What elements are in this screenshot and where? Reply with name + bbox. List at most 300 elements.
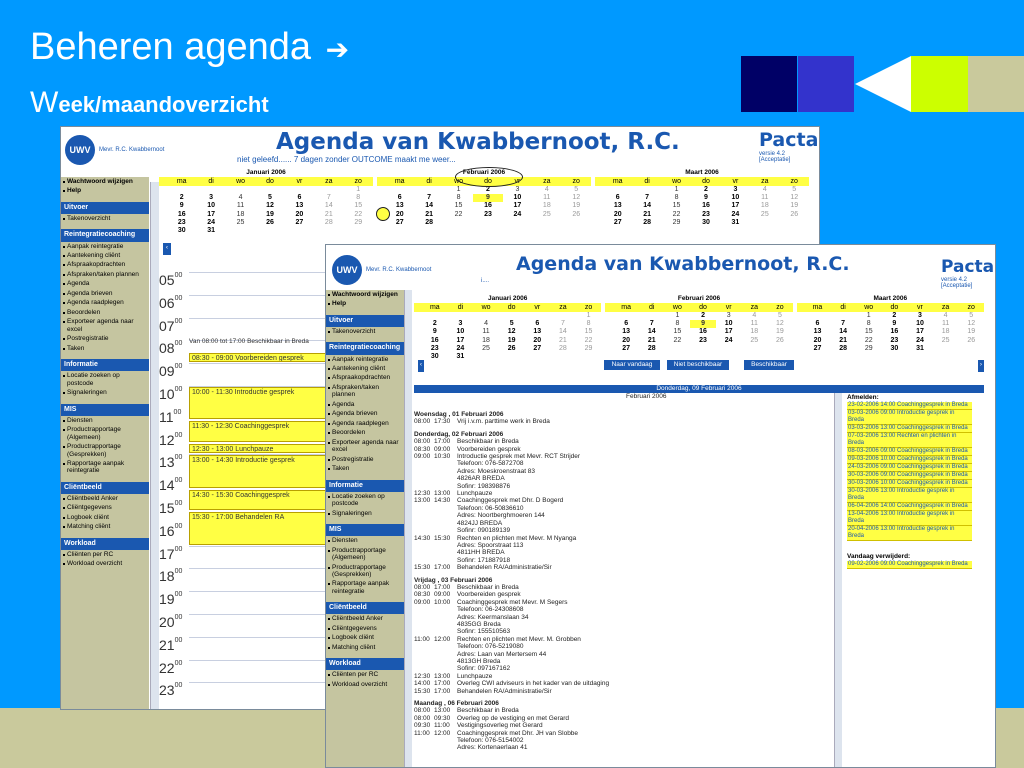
calendar-day[interactable]: 10 <box>731 194 740 202</box>
appointment-line[interactable] <box>414 564 834 571</box>
calendar-day[interactable]: 4 <box>484 320 489 328</box>
afmelden-item[interactable]: 07-03-2006 13:00 Rechten en plichten in Breda <box>847 433 972 448</box>
calendar-day[interactable]: 22 <box>673 336 682 344</box>
calendar-day[interactable]: 16 <box>177 210 186 218</box>
calendar-day[interactable]: 22 <box>454 210 463 218</box>
calendar-day[interactable]: 1 <box>866 312 871 319</box>
sidebar-item[interactable]: Exporteer agenda naar excel <box>326 438 404 455</box>
calendar-day[interactable]: 4 <box>943 312 948 319</box>
calendar-day[interactable]: 28 <box>559 344 567 352</box>
calendar-day[interactable]: 28 <box>425 218 434 226</box>
appointment-line[interactable] <box>414 606 834 613</box>
appointment-line[interactable] <box>414 512 834 519</box>
calendar-day[interactable]: 21 <box>324 210 333 218</box>
afmelden-item[interactable]: 23-02-2006 14:00 Coachinggesprek in Breda <box>847 402 972 410</box>
calendar-day[interactable]: 12 <box>967 320 976 328</box>
appointment-block[interactable]: 14:30 - 15:30 Coachinggesprek <box>189 490 355 511</box>
calendar-day[interactable]: 26 <box>507 344 516 352</box>
calendar-day[interactable]: 13 <box>813 328 822 336</box>
calendar-day[interactable]: 27 <box>622 344 631 352</box>
calendar-day[interactable] <box>167 186 196 194</box>
sidebar-item[interactable]: Logboek cliënt <box>326 633 404 642</box>
appointment-block[interactable]: 11:30 - 12:30 Coachinggesprek <box>189 421 355 442</box>
calendar-day[interactable]: 19 <box>967 328 976 336</box>
calendar-day[interactable]: 10 <box>916 320 924 328</box>
calendar-day[interactable]: 7 <box>645 194 650 202</box>
sidebar-item[interactable]: Beoordelen <box>326 428 404 437</box>
appointment-line[interactable] <box>414 490 834 497</box>
calendar-day[interactable]: 26 <box>266 218 274 226</box>
calendar-day[interactable] <box>603 186 632 194</box>
calendar-day[interactable]: 16 <box>484 202 492 210</box>
sidebar-item[interactable]: Cliëntbeeld Anker <box>61 494 149 503</box>
calendar-day[interactable]: 27 <box>813 344 822 352</box>
calendar-day[interactable] <box>613 312 639 320</box>
calendar-day[interactable]: 15 <box>454 202 463 210</box>
calendar-day[interactable]: 15 <box>584 328 593 336</box>
calendar-day[interactable] <box>473 219 502 227</box>
calendar-day[interactable]: 6 <box>815 320 820 328</box>
appointment-line[interactable] <box>414 453 834 460</box>
appointment-line[interactable] <box>414 737 834 744</box>
calendar-day[interactable]: 18 <box>760 202 769 210</box>
sidebar-item[interactable]: Productrapportage (Algemeen) <box>61 425 149 442</box>
sidebar-item[interactable]: Rapportage aanpak reintegratie <box>326 579 404 596</box>
calendar-day[interactable]: 1 <box>675 312 680 319</box>
calendar-day[interactable]: 7 <box>427 194 432 202</box>
calendar-day[interactable] <box>448 312 474 320</box>
calendar-day[interactable]: 10 <box>513 194 522 202</box>
calendar-day[interactable]: 25 <box>482 344 490 352</box>
calendar-day[interactable]: 10 <box>724 320 733 328</box>
calendar-day[interactable]: 14 <box>839 328 847 336</box>
calendar-day[interactable]: 29 <box>354 218 363 226</box>
calendar-day[interactable] <box>933 345 959 353</box>
calendar-day[interactable]: 1 <box>586 312 591 319</box>
sidebar-item[interactable]: Matching cliënt <box>326 643 404 652</box>
calendar-day[interactable]: 5 <box>792 186 797 193</box>
appointment-line[interactable] <box>414 557 834 564</box>
calendar-day[interactable]: 15 <box>354 202 363 210</box>
appointment-block[interactable]: 15:30 - 17:00 Behandelen RA <box>189 512 355 544</box>
calendar-day[interactable] <box>444 219 473 227</box>
calendar-day[interactable]: 10 <box>207 202 216 210</box>
calendar-day[interactable]: 4 <box>238 194 243 202</box>
calendar-day[interactable]: 18 <box>542 202 551 210</box>
sidebar-item[interactable]: Workload overzicht <box>61 559 149 568</box>
calendar-day[interactable] <box>532 219 561 227</box>
calendar-day[interactable]: 29 <box>672 218 681 226</box>
afmelden-item[interactable]: 24-03-2006 09:00 Coachinggesprek in Breda <box>847 464 972 472</box>
calendar-day[interactable] <box>499 353 525 361</box>
sidebar-item[interactable]: Locatie zoeken op postcode <box>326 492 404 509</box>
calendar-day[interactable] <box>314 186 343 194</box>
sidebar-item[interactable]: Aantekening cliënt <box>61 251 149 260</box>
calendar-day[interactable] <box>750 219 779 227</box>
appointment-line[interactable] <box>414 535 834 542</box>
calendar-day[interactable]: 11 <box>941 320 950 328</box>
calendar-day[interactable]: 21 <box>559 336 567 344</box>
appointment-line[interactable] <box>414 673 834 680</box>
appointment-line[interactable] <box>414 665 834 672</box>
appointment-line[interactable] <box>414 446 834 453</box>
appointment-line[interactable] <box>414 628 834 635</box>
calendar-day[interactable]: 23 <box>430 344 439 352</box>
calendar-day[interactable]: 20 <box>395 210 404 218</box>
calendar-day[interactable] <box>226 227 255 235</box>
calendar-day[interactable] <box>767 345 793 353</box>
calendar-day[interactable]: 21 <box>425 210 434 218</box>
sidebar-item[interactable]: Signaleringen <box>326 509 404 518</box>
calendar-day[interactable] <box>414 186 443 194</box>
calendar-day[interactable]: 15 <box>864 328 873 336</box>
calendar-day[interactable]: 24 <box>513 210 522 218</box>
calendar-day[interactable] <box>385 186 414 194</box>
sidebar-item[interactable]: Diensten <box>61 416 149 425</box>
calendar-day[interactable] <box>285 227 314 235</box>
calendar-day[interactable]: 5 <box>574 186 579 193</box>
afmelden-item[interactable]: 03-03-2006 13:00 Coachinggesprek in Breda <box>847 425 972 433</box>
calendar-day[interactable]: 3 <box>918 312 922 319</box>
calendar-day[interactable]: 11 <box>750 320 758 328</box>
sidebar-item[interactable]: Agenda brieven <box>326 409 404 418</box>
calendar-day[interactable] <box>344 227 373 235</box>
calendar-day[interactable]: 17 <box>916 328 924 336</box>
calendar-day[interactable] <box>525 353 551 361</box>
sidebar-item[interactable]: Cliëntgegevens <box>61 503 149 512</box>
calendar-day[interactable]: 17 <box>724 328 733 336</box>
calendar-day[interactable]: 7 <box>326 194 331 202</box>
calendar-day[interactable] <box>255 227 284 235</box>
sidebar-item[interactable]: Afspraken/taken plannen <box>61 270 149 279</box>
appointment-line[interactable] <box>414 599 834 606</box>
calendar-day[interactable]: 19 <box>775 328 784 336</box>
calendar-day[interactable]: 25 <box>750 336 759 344</box>
calendar-day[interactable]: 23 <box>484 210 492 218</box>
calendar-day[interactable]: 11 <box>761 194 769 202</box>
appointment-line[interactable] <box>414 505 834 512</box>
calendar-day[interactable]: 13 <box>533 328 542 336</box>
scrollbar[interactable] <box>150 182 159 710</box>
appointment-line[interactable] <box>414 497 834 504</box>
calendar-day[interactable]: 14 <box>324 202 333 210</box>
calendar-day[interactable]: 21 <box>643 210 652 218</box>
calendar-day[interactable]: 16 <box>890 328 899 336</box>
sidebar-item[interactable]: Takenoverzicht <box>61 214 149 223</box>
not-available-button[interactable]: Niet beschikbaar <box>667 360 729 370</box>
sidebar-item[interactable]: Postregistratie <box>326 455 404 464</box>
calendar-day[interactable]: 22 <box>584 336 593 344</box>
calendar-day[interactable] <box>550 353 576 361</box>
calendar-day[interactable]: 21 <box>839 336 847 344</box>
calendar-day[interactable]: 19 <box>790 202 799 210</box>
calendar-day[interactable]: 11 <box>482 328 490 336</box>
calendar-day[interactable]: 17 <box>456 336 465 344</box>
sidebar-item[interactable]: Agenda <box>326 400 404 409</box>
sidebar-item[interactable]: Help <box>326 299 404 308</box>
calendar-day[interactable]: 18 <box>236 210 245 218</box>
calendar-day[interactable]: 24 <box>916 336 924 344</box>
sidebar-item[interactable]: Aanpak reintegratie <box>61 242 149 251</box>
calendar-day[interactable]: 17 <box>731 202 740 210</box>
calendar-day[interactable]: 2 <box>704 186 708 193</box>
calendar-day[interactable]: 9 <box>473 194 502 202</box>
calendar-day[interactable]: 31 <box>456 352 465 360</box>
calendar-day[interactable] <box>562 219 591 227</box>
sidebar-item[interactable]: Wachtwoord wijzigen <box>61 177 149 186</box>
calendar-day[interactable]: 25 <box>941 336 950 344</box>
appointment-line[interactable] <box>414 614 834 621</box>
calendar-day[interactable]: 13 <box>613 202 622 210</box>
calendar-day[interactable]: 14 <box>643 202 652 210</box>
calendar-day[interactable]: 17 <box>513 202 522 210</box>
sidebar-item[interactable]: Cliënten per RC <box>61 550 149 559</box>
appointment-line[interactable] <box>414 438 834 445</box>
calendar-day[interactable]: 14 <box>647 328 656 336</box>
sidebar-item[interactable]: Agenda brieven <box>61 289 149 298</box>
calendar-day[interactable] <box>473 312 499 320</box>
calendar-day[interactable]: 25 <box>542 210 551 218</box>
calendar-day[interactable]: 26 <box>790 210 799 218</box>
calendar-day[interactable]: 15 <box>673 328 682 336</box>
sidebar-item[interactable]: Afspraakopdrachten <box>61 260 149 269</box>
calendar-day[interactable]: 9 <box>690 320 716 328</box>
calendar-day[interactable]: 12 <box>572 194 581 202</box>
sidebar-item[interactable]: Diensten <box>326 536 404 545</box>
calendar-day[interactable]: 9 <box>432 328 437 336</box>
appointment-line[interactable] <box>414 468 834 475</box>
calendar-day[interactable]: 8 <box>586 320 591 328</box>
calendar-day[interactable]: 20 <box>813 336 822 344</box>
calendar-day[interactable]: 18 <box>750 328 759 336</box>
calendar-day[interactable]: 9 <box>892 320 897 328</box>
calendar-day[interactable] <box>226 186 255 194</box>
calendar-day[interactable]: 10 <box>456 328 465 336</box>
calendar-day[interactable]: 12 <box>775 320 784 328</box>
calendar-day[interactable]: 1 <box>674 186 679 193</box>
appointment-line[interactable] <box>414 651 834 658</box>
appointment-line[interactable] <box>414 584 834 591</box>
calendar-day[interactable]: 27 <box>533 344 542 352</box>
calendar-day[interactable]: 31 <box>916 344 924 352</box>
appointment-block[interactable]: 13:00 - 14:30 Introductie gesprek <box>189 455 355 487</box>
calendar-day[interactable]: 23 <box>890 336 899 344</box>
sidebar-item[interactable]: Aantekening cliënt <box>326 364 404 373</box>
appointment-line[interactable] <box>414 680 834 687</box>
afmelden-item[interactable]: 06-04-2006 14:00 Coachinggesprek in Breda <box>847 503 972 511</box>
calendar-day[interactable]: 12 <box>266 202 274 210</box>
afmelden-item[interactable]: 13-04-2006 13:00 Introductie gesprek in Breda <box>847 511 972 526</box>
sidebar-item[interactable]: Cliëntgegevens <box>326 624 404 633</box>
appointment-line[interactable] <box>414 418 834 425</box>
sidebar-item[interactable]: Afspraken/taken plannen <box>326 383 404 400</box>
calendar-day[interactable]: 5 <box>268 194 272 202</box>
calendar-day[interactable]: 19 <box>266 210 274 218</box>
calendar-day[interactable]: 17 <box>207 210 216 218</box>
calendar-day[interactable]: 24 <box>456 344 465 352</box>
calendar-day[interactable]: 7 <box>560 320 565 328</box>
calendar-day[interactable] <box>550 312 576 320</box>
appointment-line[interactable] <box>414 730 834 737</box>
calendar-day[interactable] <box>741 345 767 353</box>
calendar-day[interactable]: 24 <box>731 210 740 218</box>
calendar-day[interactable] <box>473 353 499 361</box>
sidebar-item[interactable]: Agenda raadplegen <box>326 419 404 428</box>
appointment-line[interactable] <box>414 707 834 714</box>
appointment-block[interactable]: 08:30 - 09:00 Voorbereiden gesprek <box>189 353 355 362</box>
calendar-day[interactable]: 6 <box>297 194 302 202</box>
next-button[interactable]: › <box>978 360 984 372</box>
calendar-day[interactable]: 16 <box>699 328 707 336</box>
sidebar-item[interactable]: Logboek cliënt <box>61 513 149 522</box>
sidebar-scrollbar[interactable] <box>404 290 412 768</box>
calendar-day[interactable]: 26 <box>775 336 784 344</box>
calendar-day[interactable]: 20 <box>613 210 622 218</box>
calendar-day[interactable] <box>805 312 831 320</box>
calendar-day[interactable]: 18 <box>941 328 950 336</box>
calendar-day[interactable]: 12 <box>790 194 799 202</box>
calendar-day[interactable]: 22 <box>354 210 363 218</box>
calendar-day[interactable]: 3 <box>515 186 520 193</box>
calendar-day[interactable] <box>503 219 532 227</box>
calendar-day[interactable]: 5 <box>969 312 974 319</box>
calendar-day[interactable]: 8 <box>675 320 680 328</box>
appointment-line[interactable] <box>414 542 834 549</box>
calendar-day[interactable]: 6 <box>397 194 402 202</box>
calendar-day[interactable]: 27 <box>613 218 622 226</box>
calendar-day[interactable]: 6 <box>615 194 620 202</box>
calendar-day[interactable] <box>314 227 343 235</box>
calendar-day[interactable]: 8 <box>456 194 461 202</box>
calendar-day[interactable]: 28 <box>647 344 656 352</box>
calendar-day[interactable]: 26 <box>572 210 581 218</box>
calendar-day[interactable]: 2 <box>486 186 490 193</box>
calendar-day[interactable]: 6 <box>535 320 540 328</box>
calendar-day[interactable]: 20 <box>533 336 542 344</box>
calendar-day[interactable]: 28 <box>324 218 333 226</box>
calendar-day[interactable]: 28 <box>643 218 652 226</box>
afmelden-item[interactable]: 30-03-2006 13:00 Introductie gesprek in Breda <box>847 488 972 503</box>
appointment-line[interactable] <box>414 636 834 643</box>
calendar-day[interactable]: 11 <box>236 202 245 210</box>
sidebar-item[interactable]: Cliëntbeeld Anker <box>326 614 404 623</box>
prev-button[interactable]: ‹ <box>418 360 424 372</box>
calendar-day[interactable]: 14 <box>425 202 434 210</box>
appointment-line[interactable] <box>414 744 834 751</box>
calendar-day[interactable]: 16 <box>702 202 710 210</box>
appointment-line[interactable] <box>414 621 834 628</box>
appointment-line[interactable] <box>414 527 834 534</box>
sidebar-item[interactable]: Help <box>61 186 149 195</box>
calendar-day[interactable] <box>255 186 284 194</box>
sidebar-item[interactable]: Afspraakopdrachten <box>326 373 404 382</box>
panel-scrollbar[interactable] <box>834 393 842 473</box>
sidebar-item[interactable]: Postregistratie <box>61 334 149 343</box>
calendar-day[interactable]: 30 <box>702 218 710 226</box>
appointment-line[interactable] <box>414 549 834 556</box>
calendar-day[interactable]: 6 <box>624 320 629 328</box>
appointment-line[interactable] <box>414 658 834 665</box>
calendar-day[interactable] <box>958 345 984 353</box>
available-button[interactable]: Beschikbaar <box>744 360 794 370</box>
sidebar-item[interactable]: Exporteer agenda naar excel <box>61 317 149 334</box>
calendar-day[interactable]: 30 <box>430 352 439 360</box>
today-button[interactable]: Naar vandaag <box>604 360 660 370</box>
calendar-day[interactable]: 8 <box>866 320 871 328</box>
calendar-day[interactable] <box>285 186 314 194</box>
calendar-day[interactable]: 30 <box>890 344 899 352</box>
appointment-line[interactable] <box>414 520 834 527</box>
calendar-day[interactable] <box>525 312 551 320</box>
calendar-day[interactable]: 20 <box>622 336 631 344</box>
sidebar-item[interactable]: Matching cliënt <box>61 522 149 531</box>
calendar-day[interactable] <box>196 186 225 194</box>
calendar-day[interactable]: 2 <box>179 194 184 202</box>
calendar-day[interactable]: 8 <box>356 194 361 202</box>
afmelden-item[interactable]: 03-03-2006 09:00 Introductie gesprek in Breda <box>847 410 972 425</box>
sidebar-item[interactable]: Cliënten per RC <box>326 670 404 679</box>
calendar-day[interactable]: 13 <box>622 328 631 336</box>
calendar-day[interactable]: 19 <box>507 336 516 344</box>
calendar-day[interactable] <box>576 353 602 361</box>
sidebar-item[interactable]: Wachtwoord wijzigen <box>326 290 404 299</box>
afmelden-item[interactable]: 09-03-2006 10:00 Coachinggesprek in Breda <box>847 456 972 464</box>
calendar-day[interactable]: 27 <box>295 218 304 226</box>
prev-button[interactable]: ‹ <box>163 243 171 255</box>
calendar-day[interactable]: 31 <box>207 226 216 234</box>
calendar-day[interactable] <box>422 312 448 320</box>
calendar-day[interactable]: 1 <box>456 186 461 193</box>
calendar-day[interactable]: 3 <box>458 320 463 328</box>
calendar-day[interactable]: 13 <box>395 202 404 210</box>
calendar-day[interactable]: 2 <box>892 312 897 319</box>
appointment-line[interactable] <box>414 460 834 467</box>
sidebar-item[interactable]: Signaleringen <box>61 388 149 397</box>
calendar-day[interactable]: 28 <box>839 344 847 352</box>
appointment-block[interactable]: 12:30 - 13:00 Lunchpauze <box>189 444 355 453</box>
calendar-day[interactable] <box>690 345 716 353</box>
verwijderd-item[interactable]: 09-02-2006 09:00 Coachinggesprek in Breda <box>847 561 972 569</box>
sidebar-item[interactable]: Productrapportage (Algemeen) <box>326 546 404 563</box>
sidebar-item[interactable]: Takenoverzicht <box>326 327 404 336</box>
calendar-day[interactable]: 11 <box>543 194 551 202</box>
calendar-day[interactable]: 16 <box>430 336 439 344</box>
calendar-day[interactable]: 2 <box>701 312 705 319</box>
sidebar-item[interactable]: Agenda raadplegen <box>61 298 149 307</box>
calendar-day[interactable]: 7 <box>649 320 654 328</box>
calendar-day[interactable] <box>716 345 742 353</box>
sidebar-item[interactable]: Rapportage aanpak reintegratie <box>61 459 149 476</box>
afmelden-item[interactable]: 30-03-2006 10:00 Coachinggesprek in Breda <box>847 480 972 488</box>
sidebar-item[interactable]: Productrapportage (Gesprekken) <box>61 442 149 459</box>
calendar-day[interactable] <box>780 219 809 227</box>
sidebar-item[interactable]: Locatie zoeken op postcode <box>61 371 149 388</box>
sidebar-item[interactable]: Agenda <box>61 279 149 288</box>
sidebar-item[interactable]: Taken <box>61 344 149 353</box>
calendar-day[interactable] <box>639 312 665 320</box>
appointment-line[interactable] <box>414 591 834 598</box>
calendar-day[interactable]: 22 <box>672 210 681 218</box>
appointment-line[interactable] <box>414 688 834 695</box>
calendar-day[interactable] <box>499 312 525 320</box>
appointment-line[interactable] <box>414 475 834 482</box>
afmelden-item[interactable]: 30-03-2006 09:00 Coachinggesprek in Breda <box>847 472 972 480</box>
calendar-day[interactable]: 25 <box>760 210 769 218</box>
calendar-day[interactable]: 23 <box>699 336 707 344</box>
sidebar-item[interactable]: Aanpak reintegratie <box>326 355 404 364</box>
appointment-block[interactable]: 10:00 - 11:30 Introductie gesprek <box>189 387 355 419</box>
calendar-day[interactable]: 14 <box>559 328 567 336</box>
